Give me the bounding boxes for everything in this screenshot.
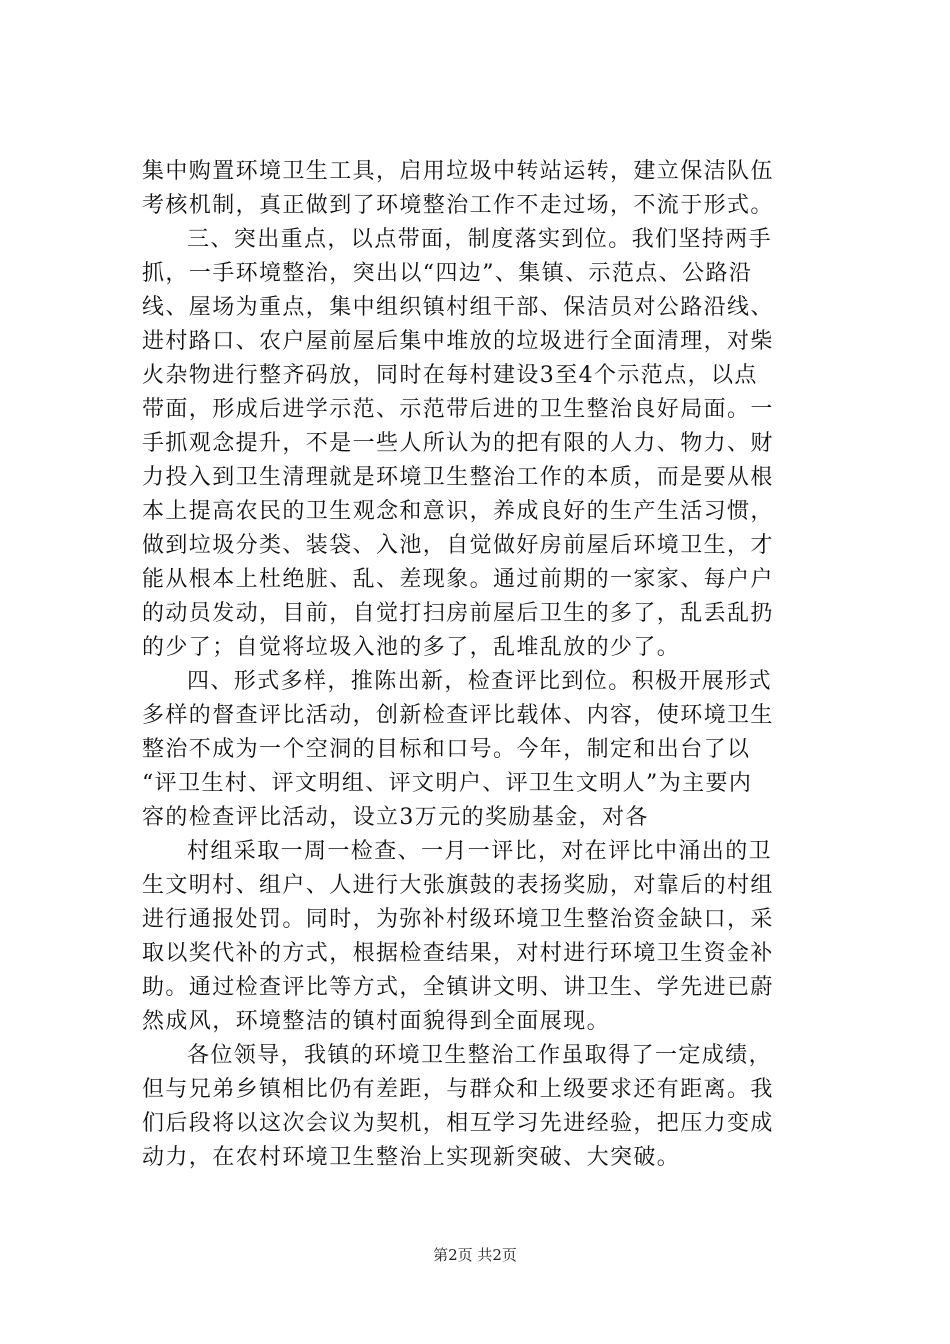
text-line: 本上提高农民的卫生观念和意识，养成良好的生产生活习惯， [142,499,774,524]
text-line: 的少了；自觉将垃圾入池的多了，乱堆乱放的少了。 [142,635,681,660]
paragraph [142,223,832,665]
text-line: 进行通报处罚。同时，为弥补村级环境卫生整治资金缺口，采 [142,907,774,932]
text-line: 考核机制，真正做到了环境整治工作不走过场，不流于形式。 [142,193,774,218]
paragraph [142,155,832,223]
text-line: 火杂物进行整齐码放，同时在每村建设3至4个示范点，以点 [142,363,758,388]
text-line: 各位领导，我镇的环境卫生整治工作虽取得了一定成绩， [187,1043,773,1068]
text-line: 手抓观念提升，不是一些人所认为的把有限的人力、物力、财 [142,431,774,456]
text-line: 但与兄弟乡镇相比仍有差距，与群众和上级要求还有距离。我 [142,1077,774,1102]
text-line: 取以奖代补的方式，根据检查结果，对村进行环境卫生资金补 [142,941,774,966]
text-line: 们后段将以这次会议为契机，相互学习先进经验，把压力变成 [142,1111,774,1136]
text-line: 容的检查评比活动，设立3万元的奖励基金，对各 [142,805,649,830]
text-line: 力投入到卫生清理就是环境卫生整治工作的本质，而是要从根 [142,465,774,490]
text-line: 做到垃圾分类、装袋、入池，自觉做好房前屋后环境卫生，才 [142,533,774,558]
text-line: 生文明村、组户、人进行大张旗鼓的表扬奖励，对靠后的村组 [142,873,774,898]
text-line: 多样的督查评比活动，创新检查评比载体、内容，使环境卫生 [142,703,774,728]
text-line: 带面，形成后进学示范、示范带后进的卫生整治良好局面。一 [142,397,774,422]
text-line: 助。通过检查评比等方式，全镇讲文明、讲卫生、学先进已蔚 [142,975,774,1000]
text-line: 村组采取一周一检查、一月一评比，对在评比中涌出的卫 [187,839,773,864]
paragraph [142,1039,832,1175]
text-line: 动力，在农村环境卫生整治上实现新突破、大突破。 [142,1145,681,1170]
paragraph [142,665,832,835]
paragraph [142,835,832,1039]
document-body [142,155,832,1175]
page-footer: 第2页 共2页 [433,1246,517,1264]
text-line: 的动员发动，目前，自觉打扫房前屋后卫生的多了，乱丢乱扔 [142,601,774,626]
text-line: 四、形式多样，推陈出新，检查评比到位。积极开展形式 [187,669,773,694]
text-line: 进村路口、农户屋前屋后集中堆放的垃圾进行全面清理，对柴 [142,329,774,354]
text-line: 三、突出重点，以点带面，制度落实到位。我们坚持两手 [187,227,773,252]
text-line: 线、屋场为重点，集中组织镇村组干部、保洁员对公路沿线、 [142,295,774,320]
text-line: 抓，一手环境整治，突出以“四边”、集镇、示范点、公路沿 [142,261,753,286]
text-line: 集中购置环境卫生工具，启用垃圾中转站运转，建立保洁队伍 [142,159,774,184]
text-line: 能从根本上杜绝脏、乱、差现象。通过前期的一家家、每户户 [142,567,774,592]
text-line: 整治不成为一个空洞的目标和口号。今年，制定和出台了以 [142,737,751,762]
text-line: 然成风，环境整洁的镇村面貌得到全面展现。 [142,1009,611,1034]
text-line: “评卫生村、评文明组、评文明户、评卫生文明人”为主要内 [142,771,753,796]
